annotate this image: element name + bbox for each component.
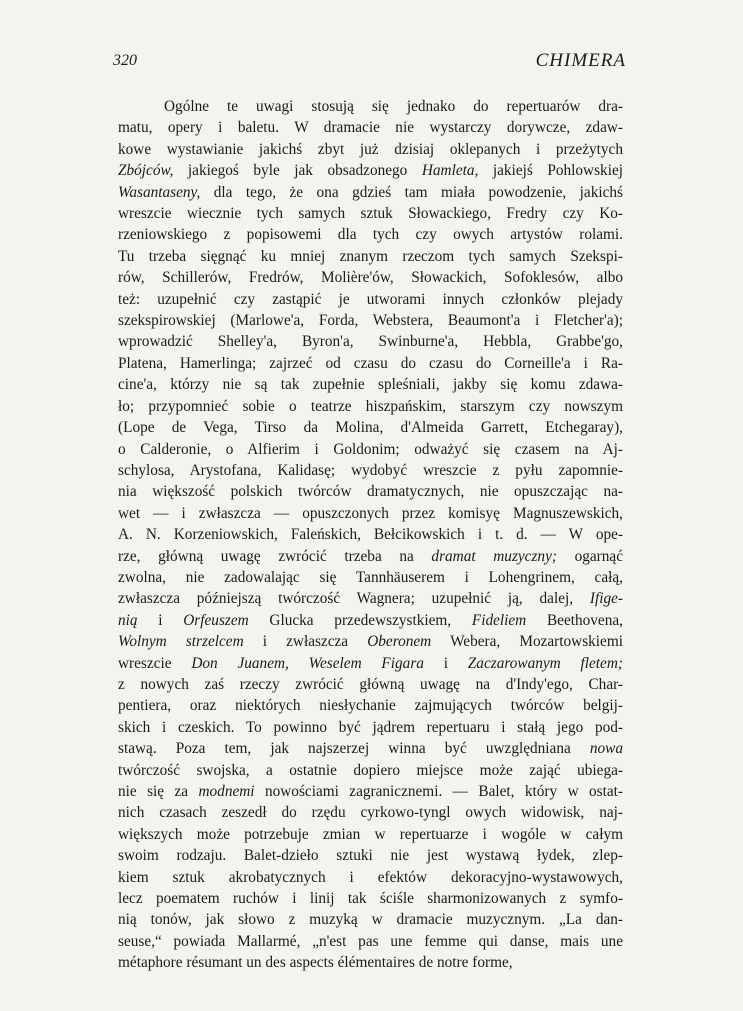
text-line: Tu trzeba sięgnąć ku mniej znanym rzeczom tych samych Szekspi- (118, 247, 623, 265)
text-line: kowe wystawianie jakichś zbyt już dzisiaj oklepanych i przeżytych (118, 140, 623, 158)
text-line: rów, Schillerów, Fredrów, Molière'ów, Słowackich, Sofoklesów, albo (118, 269, 623, 287)
text-line: matu, opery i baletu. W dramacie nie wystarczy dorywcze, zdaw- (118, 119, 623, 137)
text-line: wet — i zwłaszcza — opuszczonych przez komisyę Magnuszewskich, (118, 504, 623, 522)
text-line: skich i czeskich. To powinno być jądrem repertuaru i stałą jego pod- (118, 718, 623, 736)
text-line: cine'a, którzy nie są tak zupełnie spleśniali, jakby się komu zdawa- (118, 376, 623, 394)
text-line: Wasantaseny, dla tego, że ona gdzieś tam miała powodzenie, jakichś (118, 183, 623, 201)
text-line: nich czasach zeszedł do rzędu cyrkowo-tyngl owych widowisk, naj- (118, 804, 623, 822)
text-line: nią tonów, jak słowo z muzyką w dramacie muzycznym. „La dan- (118, 911, 623, 929)
text-line: wreszcie wiecznie tych samych sztuk Słowackiego, Fredry czy Ko- (118, 205, 623, 223)
text-line: kiem sztuk akrobatycznych i efektów dekoracyjno-wystawowych, (118, 868, 623, 886)
text-line: nia większość polskich twórców dramatycznych, nie opuszczając na- (118, 483, 623, 501)
text-line: zwolna, nie zadowalając się Tannhäuserem i Lohengrinem, całą, (118, 568, 623, 586)
text-line: stawą. Poza tem, jak najszerzej winna być uwzględniana nowa (118, 740, 623, 758)
text-line: też: uzupełnić czy zastąpić je utworami innych członków plejady (118, 290, 623, 308)
text-line: swoim rodzaju. Balet-dzieło sztuki nie jest wystawą łydek, zlep- (118, 847, 623, 865)
running-title: CHIMERA (535, 50, 626, 71)
text-line: Ogólne te uwagi stosują się jednako do repertuarów dra- (164, 98, 623, 115)
text-line: Platena, Hamerlinga; zajrzeć od czasu do czasu do Corneille'a i Ra- (118, 354, 623, 372)
text-line: wreszcie Don Juanem, Weselem Figara i Zaczarowanym fletem; (118, 654, 623, 672)
text-line: ło; przypomnieć sobie o teatrze hiszpańskim, starszym czy nowszym (118, 397, 623, 415)
text-line: o Calderonie, o Alfierim i Goldonim; odważyć się czasem na Aj- (118, 440, 623, 458)
text-line: rze, główną uwagę zwrócić trzeba na dramat muzyczny; ogarnąć (118, 547, 624, 565)
text-line: rzeniowskiego z popisowemi dla tych czy owych artystów rolami. (118, 226, 623, 244)
text-line: A. N. Korzeniowskich, Faleńskich, Bełcikowskich i t. d. — W ope- (118, 526, 623, 544)
text-line: métaphore résumant un des aspects élémentaires de notre forme, (118, 954, 513, 972)
page-number: 320 (113, 52, 137, 69)
text-line: nią i Orfeuszem Glucka przedewszystkiem, Fideliem Beethovena, (118, 611, 623, 629)
text-line: pentiera, oraz niektórych niesłychanie zajmujących twórców belgij- (118, 697, 623, 715)
text-line: Wolnym strzelcem i zwłaszcza Oberonem Webera, Mozartowskiemi (118, 633, 623, 651)
text-line: Zbójców, jakiegoś byle jak obsadzonego Hamleta, jakiejś Pohlowskiej (118, 162, 623, 180)
text-line: wprowadzić Shelley'a, Byron'a, Swinburne'a, Hebbla, Grabbe'go, (118, 333, 623, 351)
text-line: twórczość swojska, a ostatnie dopiero miejsce może zająć ubiega- (118, 761, 623, 779)
text-line: z nowych zaś rzeczy zwrócić główną uwagę na d'Indy'ego, Char- (118, 675, 623, 693)
body-paragraph (118, 96, 623, 974)
text-line: seuse,“ powiada Mallarmé, „n'est pas une femme qui danse, mais une (118, 932, 623, 950)
text-line: większych może potrzebuje zmian w repertuarze i wogóle w całym (118, 825, 623, 843)
text-line: lecz poematem ruchów i linij tak ściśle sharmonizowanych z symfo- (118, 890, 623, 908)
text-line: nie się za modnemi nowościami zagranicznemi. — Balet, który w ostat- (118, 783, 624, 800)
text-line: schylosa, Arystofana, Kalidasę; wydobyć wreszcie z pyłu zapomnie- (118, 461, 623, 479)
text-line: zwłaszcza późniejszą twórczość Wagnera; uzupełnić ją, dalej, Ifige- (118, 590, 623, 608)
text-line: (Lope de Vega, Tirso da Molina, d'Almeida Garrett, Etchegaray), (118, 419, 623, 437)
text-line: szekspirowskiej (Marlowe'a, Forda, Webstera, Beaumont'a i Fletcher'a); (118, 312, 623, 330)
